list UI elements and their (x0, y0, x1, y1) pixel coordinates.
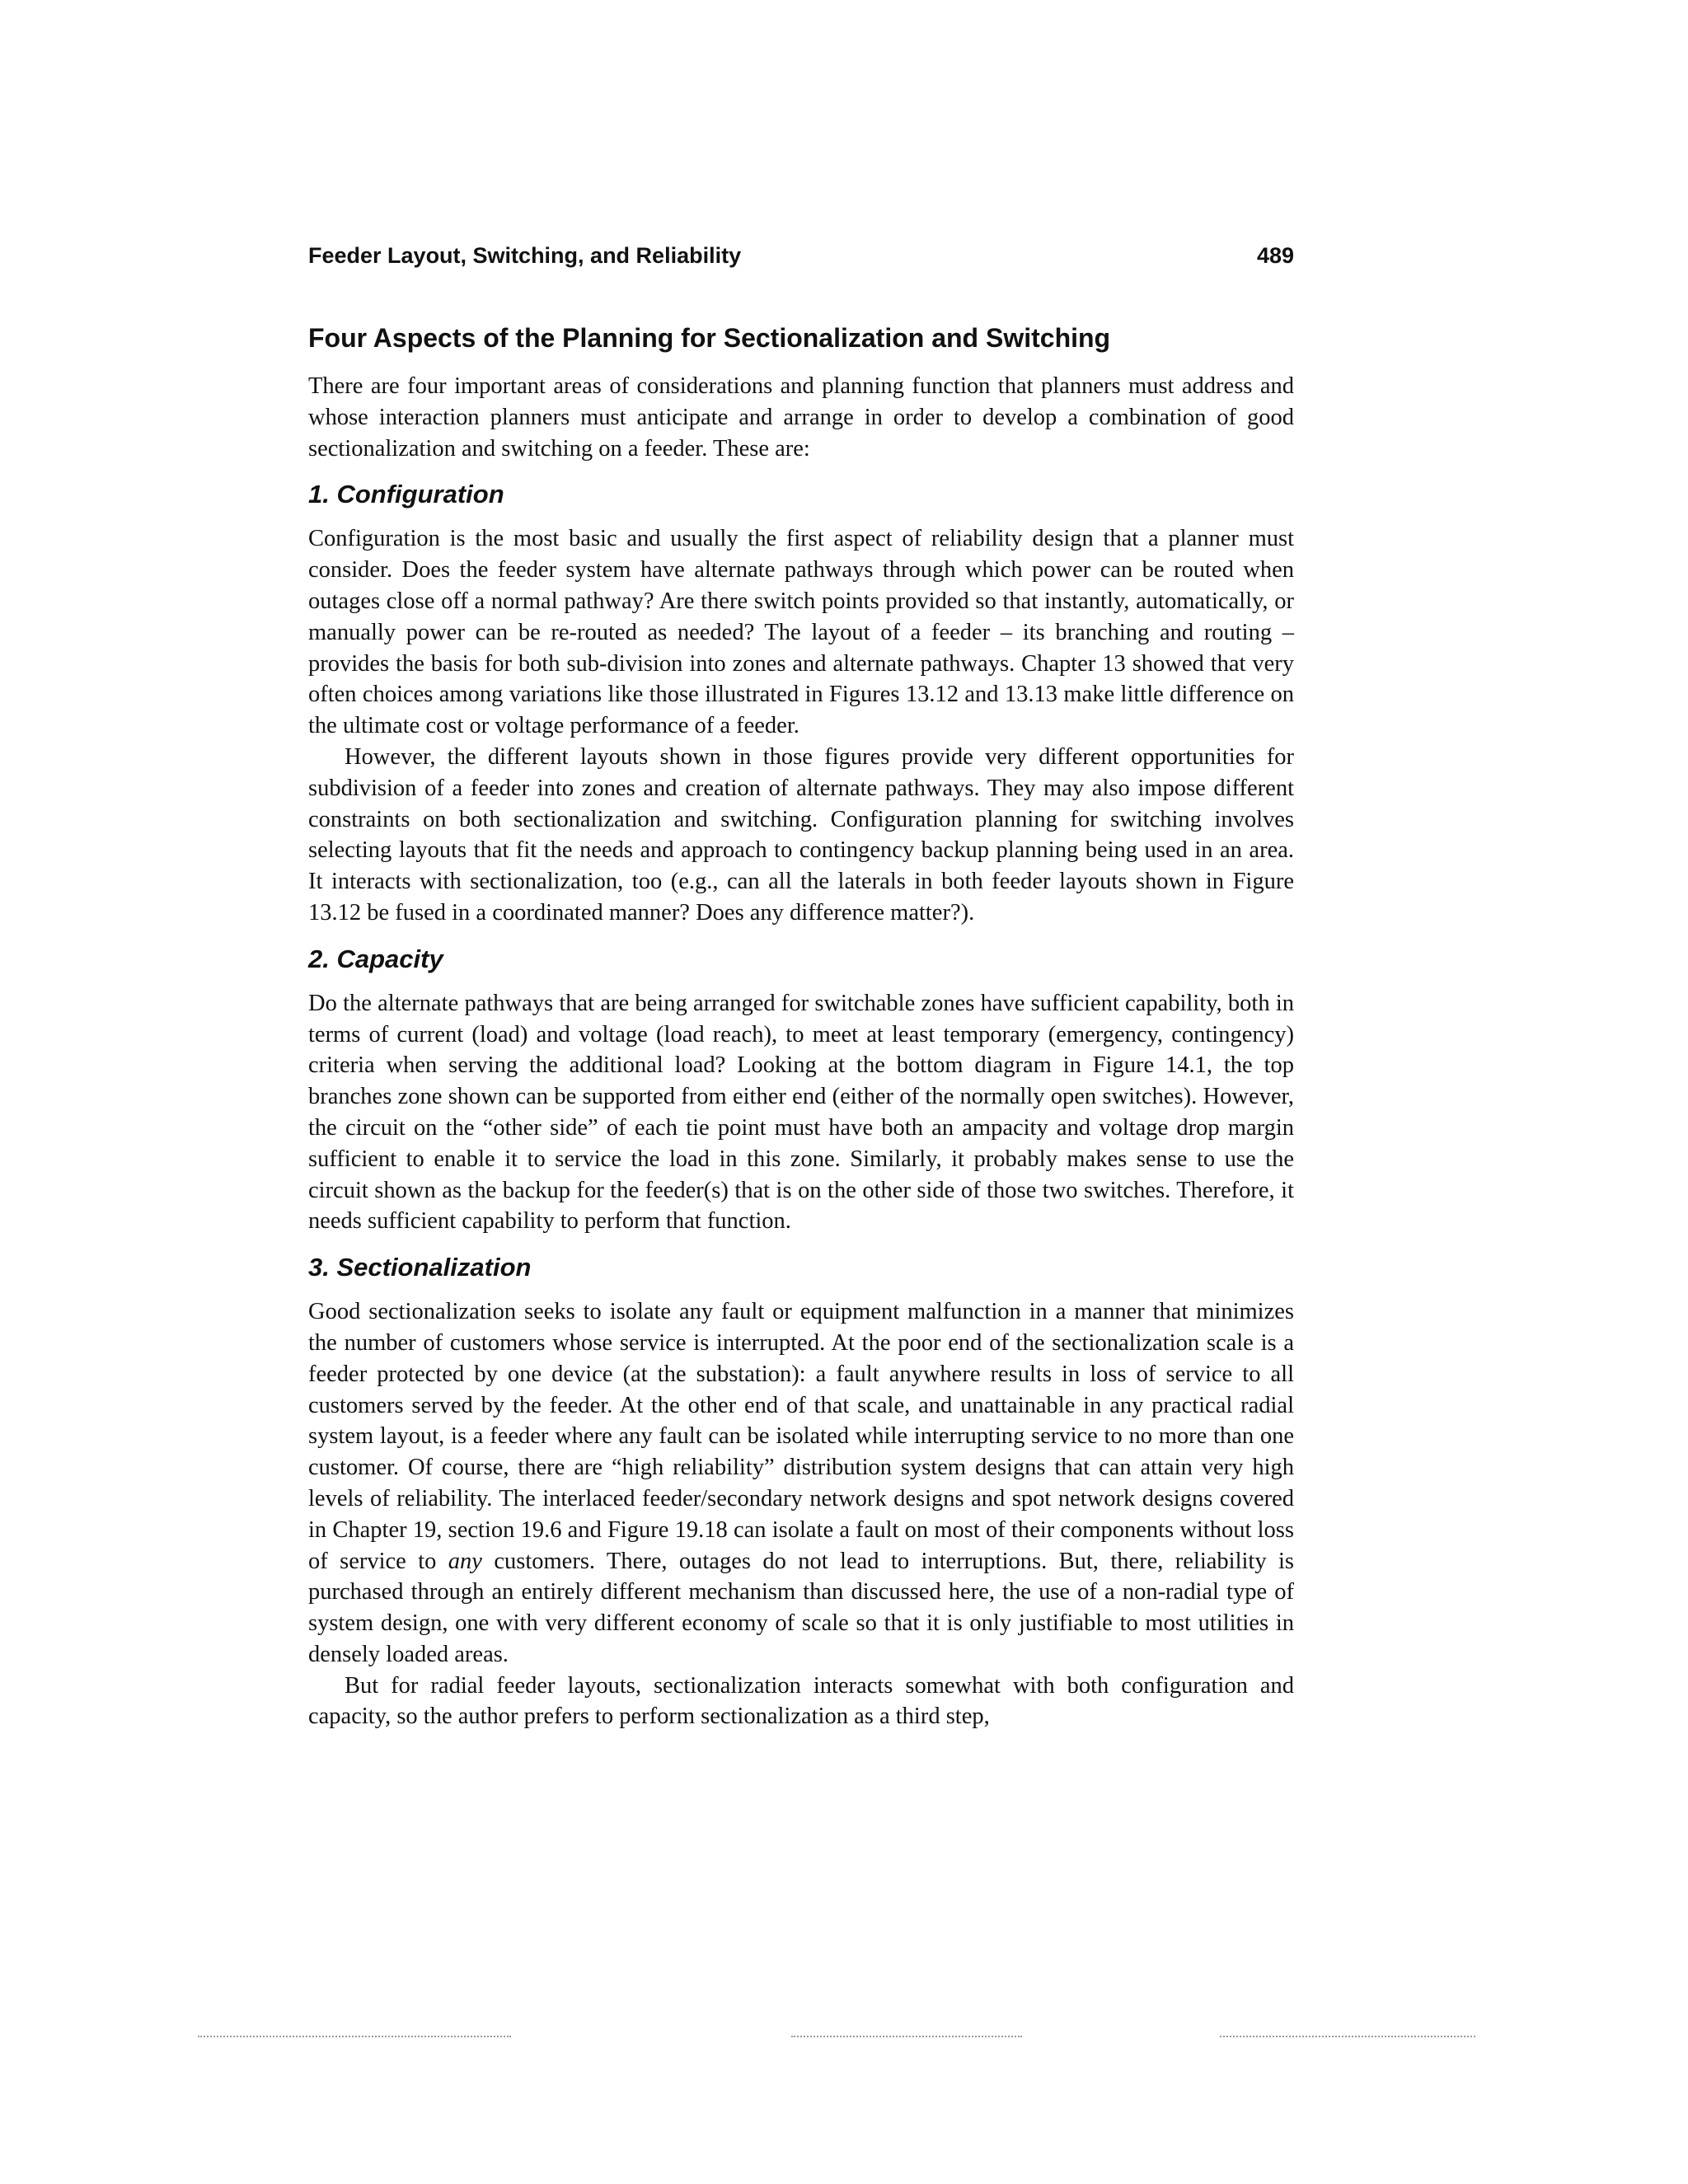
scan-artifact-left (198, 2036, 511, 2037)
running-head-title: Feeder Layout, Switching, and Reliability (308, 243, 742, 268)
heading-capacity: 2. Capacity (308, 944, 443, 973)
heading-sectionalization: 3. Sectionalization (308, 1253, 532, 1282)
sectionalization-paragraph-1 (308, 1296, 1294, 1671)
intro-paragraph: There are four important areas of considerations and planning function that planners must address and whose interaction planners must anticipate and arrange in order to develop a combination of good sectionalization and switching on a feeder. These are: (308, 373, 1294, 462)
capacity-paragraph: Do the alternate pathways that are being arranged for switchable zones have sufficient capability, both in terms of current (load) and voltage (load reach), to meet at least temporary (emergency, contingency) criteria when serving the additional load? Looking at the bottom diagram in Figure 14.1, the top branches zone shown can be supported from either end (either of the normally open switches). However, the circuit on the “other side” of each tie point must have both an ampacity and voltage drop margin sufficient to enable it to service the load in this zone. Similarly, it probably makes sense to use the circuit shown as the backup for the feeder(s) that is on the other side of those two switches. Therefore, it needs sufficient capability to perform that function. (308, 990, 1294, 1235)
scan-artifact-right (1220, 2036, 1475, 2037)
sectionalization-paragraph-2: But for radial feeder layouts, sectionalization interacts somewhat with both configuration and capacity, so the author prefers to perform sectionalization as a third step, (308, 1672, 1294, 1730)
running-head (308, 241, 1294, 270)
section-heading: Four Aspects of the Planning for Sectionalization and Switching (308, 323, 1111, 353)
sectionalization-text-after: customers. There, outages do not lead to interruptions. But, there, reliability is purchased through an entirely different mechanism than discussed here, the use of a non-radial type of system design, one with very different economy of scale so that it is only justifiable to most utilities in densely loaded areas. (308, 1548, 1294, 1667)
heading-configuration: 1. Configuration (308, 480, 504, 509)
sectionalization-text-before: Good sectionalization seeks to isolate any fault or equipment malfunction in a manner that minimizes the number of customers whose service is interrupted. At the poor end of the sectionalization scale is a feeder protected by one device (at the substation): a fault anywhere results in loss of service to all customers served by the feeder. At the other end of that scale, and unattainable in any practical radial system layout, is a feeder where any fault can be isolated while interrupting service to no more than one customer. Of course, there are “high reliability” distribution system designs that can attain very high levels of reliability. The interlaced feeder/secondary network designs and spot network designs covered in Chapter 19, section 19.6 and Figure 19.18 can isolate a fault on most of their components without loss of service to (308, 1299, 1294, 1574)
configuration-paragraph-1: Configuration is the most basic and usually the first aspect of reliability design that a planner must consider. Does the feeder system have alternate pathways through which power can be routed when outages close off a normal pathway? Are there switch points provided so that instantly, automatically, or manually power can be re-routed as needed? The layout of a feeder – its branching and routing – provides the basis for both sub-division into zones and alternate pathways. Chapter 13 showed that very often choices among variations like those illustrated in Figures 13.12 and 13.13 make little difference on the ultimate cost or voltage performance of a feeder. (308, 526, 1294, 739)
configuration-paragraph-2: However, the different layouts shown in those figures provide very different opportunities for subdivision of a feeder into zones and creation of alternate pathways. They may also impose different constraints on both sectionalization and switching. Configuration planning for switching involves selecting layouts that fit the needs and approach to contingency backup planning being used in an area. It interacts with sectionalization, too (e.g., can all the laterals in both feeder layouts shown in Figure 13.12 be fused in a coordinated manner? Does any difference matter?). (308, 743, 1294, 926)
page-number: 489 (1256, 243, 1294, 268)
emphasis-any: any (448, 1548, 482, 1574)
scan-artifact-center (791, 2036, 1022, 2037)
page-body (308, 320, 1294, 1732)
